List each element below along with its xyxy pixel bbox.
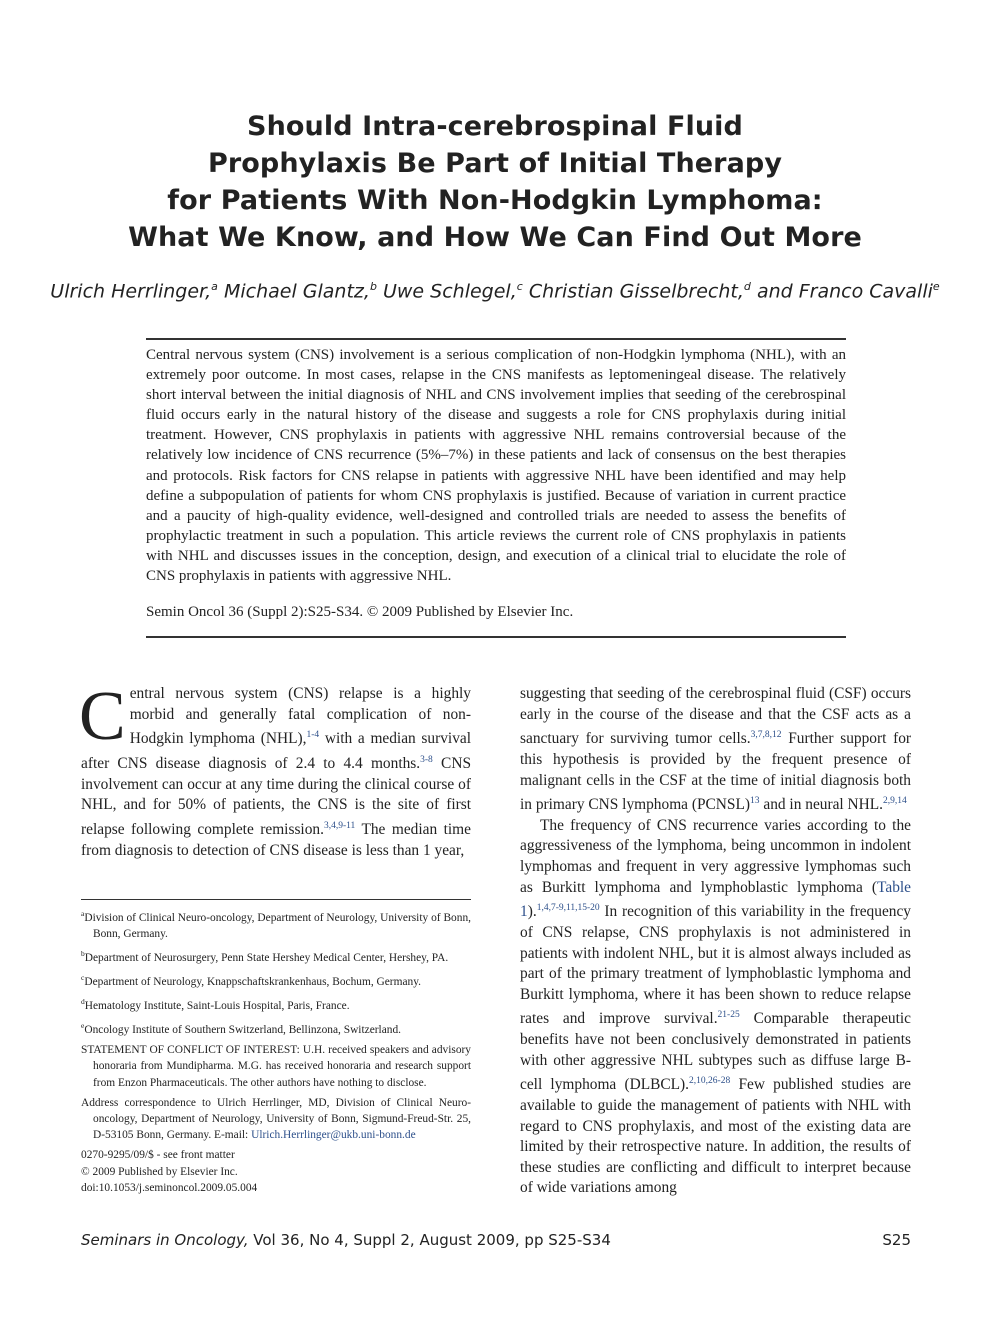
abstract-top-rule <box>146 338 846 340</box>
affiliation-mark: a <box>211 280 218 293</box>
body-text: Further support for this hypothesis is provided by the frequent presence of malignant cells in the CSF at the time of initial diagnosis both in primary CNS lymphoma (PCNSL) <box>520 730 912 814</box>
citation-link[interactable]: 2,10,26-28 <box>689 1076 731 1087</box>
correspondence-address <box>81 1095 471 1144</box>
title-line-3: for Patients With Non-Hodgkin Lymphoma: <box>167 185 823 216</box>
affiliation-mark: b <box>81 949 85 959</box>
affiliation-mark: a <box>81 909 85 918</box>
title-line-4: What We Know, and How We Can Find Out More <box>128 222 862 253</box>
affiliation-footnote <box>81 1018 471 1038</box>
body-column-left <box>79 678 472 861</box>
affiliation-mark: c <box>516 280 523 293</box>
body-text: entral nervous system (CNS) relapse is a highly morbid and generally fatal complication of non-Hodgkin lymphoma (NHL), <box>129 685 471 748</box>
citation-link[interactable]: 2,9,14 <box>883 796 907 807</box>
page-number: S25 <box>882 1231 911 1249</box>
body-text: with a median survival after CNS disease diagnosis of 2.4 to 4.4 months. <box>81 730 472 773</box>
title-line-2: Prophylaxis Be Part of Initial Therapy <box>207 148 783 179</box>
body-text: suggesting that seeding of the cerebrospinal fluid (CSF) occurs early in the course of the disease and that the CSF acts as a sanctuary for surviving tumor cells. <box>520 685 911 748</box>
paragraph <box>520 684 911 816</box>
citation-link[interactable]: 3,4,9-11 <box>323 820 356 831</box>
citation-link[interactable]: 3,7,8,12 <box>750 730 782 741</box>
author-name: Ulrich Herrlinger, <box>50 280 212 303</box>
affiliation-footnote <box>81 970 471 990</box>
abstract-citation: Semin Oncol 36 (Suppl 2):S25-S34. © 2009 Published by Elsevier Inc. <box>146 604 574 620</box>
journal-reference <box>81 1231 611 1249</box>
author-name: Uwe Schlegel, <box>382 280 517 303</box>
author-name: Michael Glantz, <box>223 280 370 303</box>
drop-cap: C <box>79 678 126 755</box>
affiliation-mark: d <box>81 997 85 1007</box>
footnote-rule <box>81 899 471 900</box>
copyright-line: © 2009 Published by Elsevier Inc. <box>81 1165 238 1178</box>
abstract-text: Central nervous system (CNS) involvement is a serious complication of non-Hodgkin lymphoma (NHL), with an extremely poor outcome. In most cases, relapse in the CNS manifests as leptomeningeal disease. The relatively short interval between the initial diagnosis of NHL and CNS involvement implies that seeding of the cerebrospinal fluid occurs early in the natural history of the disease and suggests a role for CNS prophylaxis during initial treatment. However, CNS prophylaxis in patients with aggressive NHL remains controversial because of the relatively low incidence of CNS recurrence (5%–7%) in these patients and lack of consensus on the best therapies and protocols. Risk factors for CNS relapse in patients with aggressive NHL have been identified and may help define a subpopulation of patients for whom CNS prophylaxis is justified. Because of variation in current practice and a paucity of high-quality evidence, well-designed and controlled trials are needed to assess the benefits of prophylactic treatment in such a population. This article reviews the current role of CNS prophylaxis in patients with NHL and discusses issues in the conception, design, and execution of a clinical trial to elucidate the role of CNS prophylaxis in patients with aggressive NHL. <box>146 347 846 585</box>
paragraph <box>520 816 911 1199</box>
affiliation-footnote <box>81 994 471 1014</box>
affiliation-footnote <box>81 946 471 966</box>
body-text: and in neural NHL. <box>759 796 884 814</box>
article-title <box>0 108 990 256</box>
body-text: Comparable therapeutic benefits have not been conclusively demonstrated in patients with other aggressive NHL subtypes such as diffuse large B-cell lymphoma (DLBCL). <box>520 1010 911 1094</box>
body-text: The median time from diagnosis to detection of CNS disease is less than 1 year, <box>81 820 471 859</box>
doi-line[interactable]: doi:10.1053/j.seminoncol.2009.05.004 <box>81 1181 258 1194</box>
title-line-1: Should Intra-cerebrospinal Fluid <box>247 111 743 142</box>
affiliation-mark: e <box>932 280 940 293</box>
affiliation-mark: c <box>81 973 85 983</box>
body-text: CNS involvement can occur at any time during the clinical course of NHL, and for 50% of patients, the CNS is the site of first relapse following complete remission. <box>81 755 471 838</box>
citation-link[interactable]: 1,4,7-9,11,15-20 <box>536 903 600 914</box>
affiliation-text: Department of Neurosurgery, Penn State Hershey Medical Center, Hershey, PA. <box>84 952 449 964</box>
footnotes <box>81 906 471 1196</box>
affiliation-mark: e <box>81 1021 85 1031</box>
affiliation-mark: b <box>369 280 377 293</box>
citation-link[interactable]: 13 <box>750 796 760 807</box>
affiliation-text: Division of Clinical Neuro-oncology, Department of Neurology, University of Bonn, Bonn, Germany. <box>84 911 471 940</box>
author-name: and Franco Cavalli <box>756 280 933 303</box>
affiliation-text: Hematology Institute, Saint-Louis Hospital, Paris, France. <box>84 1000 350 1012</box>
citation-link[interactable]: 3-8 <box>420 754 433 765</box>
affiliation-footnote <box>81 906 471 942</box>
affiliation-mark: d <box>743 280 751 293</box>
body-text: In recognition of this variability in the frequency of CNS relapse, CNS prophylaxis is not administered in patients with indolent NHL, but it is almost always included as part of the primary treatment of lymphoblastic lymphoma and Burkitt lymphoma, where it has been shown to reduce relapse rates and improve survival. <box>520 903 911 1028</box>
email-link[interactable]: Ulrich.Herrlinger@ukb.uni-bonn.de <box>251 1129 416 1142</box>
citation-link[interactable]: 21-25 <box>717 1010 740 1021</box>
correspondence-text: Address correspondence to Ulrich Herrlinger, MD, Division of Clinical Neuro-oncology, Department of Neurology, University of Bonn, Sigmund-Freud-Str. 25, D-53105 Bonn, Germany. E-mail: <box>81 1096 471 1142</box>
journal-name: Seminars in Oncology, <box>81 1231 249 1249</box>
table-link[interactable]: Table 1 <box>520 878 911 921</box>
author-list <box>0 280 990 302</box>
body-text: The frequency of CNS recurrence varies according to the aggressiveness of the lymphoma, being uncommon in indolent lymphomas and frequent in very aggressive lymphomas such as Burkitt lymphoma and lymphoblastic lymphoma ( <box>520 816 911 896</box>
conflict-statement: STATEMENT OF CONFLICT OF INTEREST: U.H. received speakers and advisory honoraria from Mundipharma. M.G. has received honoraria and research support from Enzon Pharmaceuticals. The other authors have nothing to disclose. <box>81 1044 471 1089</box>
abstract-bottom-rule <box>146 636 846 638</box>
body-text: ). <box>527 903 537 921</box>
affiliation-text: Department of Neurology, Knappschaftskrankenhaus, Bochum, Germany. <box>84 976 422 988</box>
journal-issue: Vol 36, No 4, Suppl 2, August 2009, pp S25-S34 <box>248 1231 611 1249</box>
author-name: Christian Gisselbrecht, <box>528 280 744 303</box>
citation-link[interactable]: 1-4 <box>306 730 320 741</box>
issn-line: 0270-9295/09/$ - see front matter <box>81 1149 235 1162</box>
body-text: Few published studies are available to guide the management of patients with NHL with regard to CNS prophylaxis, and most of the existing data are limited by their retrospective nature. In addition, the results of these studies are conflicting and difficult to interpret because of wide variations among <box>520 1076 911 1197</box>
affiliation-text: Oncology Institute of Southern Switzerland, Bellinzona, Switzerland. <box>84 1024 402 1036</box>
body-column-right <box>520 684 911 1199</box>
